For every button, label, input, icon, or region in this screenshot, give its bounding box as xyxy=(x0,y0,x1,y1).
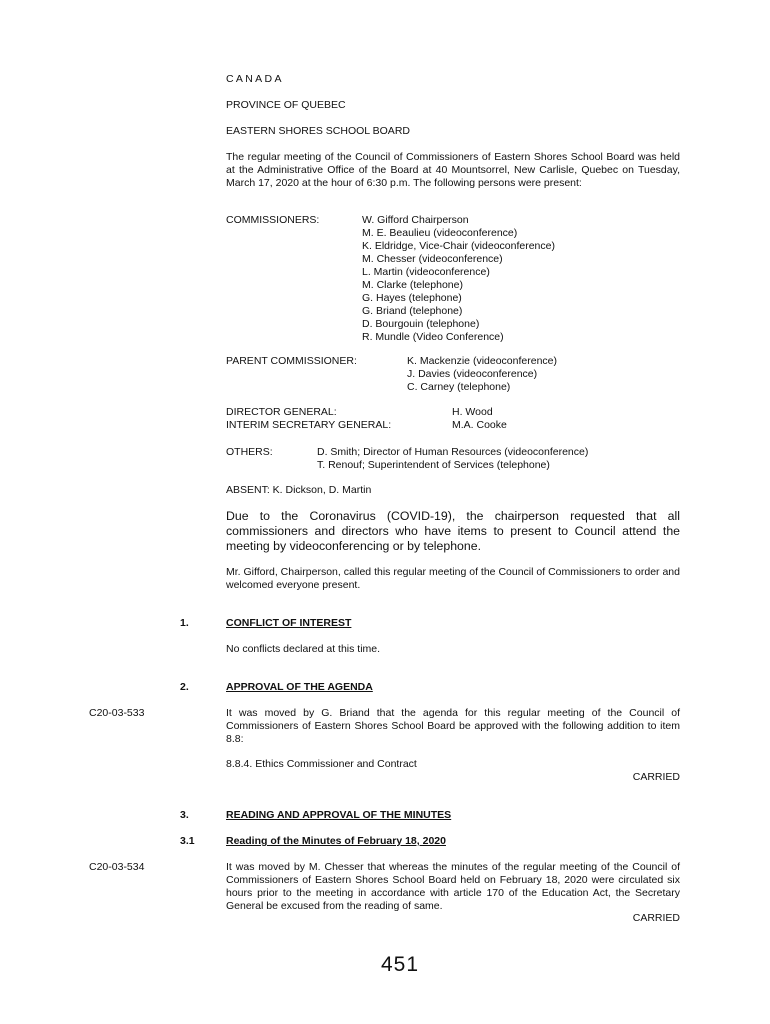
section-1-title: CONFLICT OF INTEREST xyxy=(226,617,352,629)
header-country: C A N A D A xyxy=(226,73,282,85)
section-1-number: 1. xyxy=(180,617,189,629)
others-list xyxy=(317,446,588,472)
agenda-addition: 8.8.4. Ethics Commissioner and Contract xyxy=(226,758,417,770)
parent-commissioner-list xyxy=(407,355,557,394)
others-name: D. Smith; Director of Human Resources (videoconference) xyxy=(317,446,589,458)
opening-paragraph: Mr. Gifford, Chairperson, called this regular meeting of the Council of Commissioners to order and welcomed everyone present. xyxy=(226,566,680,591)
interim-secretary-name: M.A. Cooke xyxy=(452,419,507,431)
interim-secretary-label: INTERIM SECRETARY GENERAL: xyxy=(226,419,392,431)
section-3-title: READING AND APPROVAL OF THE MINUTES xyxy=(226,809,452,821)
commissioner-name: M. Chesser (videoconference) xyxy=(362,253,503,265)
commissioner-name: M. E. Beaulieu (videoconference) xyxy=(362,227,518,239)
commissioner-name: L. Martin (videoconference) xyxy=(362,266,490,278)
section-3-1-text: It was moved by M. Chesser that whereas the minutes of the regular meeting of the Council of Commissioners of Eastern Shores School Board held on February 18, 2020 were circulated six hours prior to the meeting in accordance with article 170 of the Education Act, the Secretary General be excused from the reading of same. xyxy=(226,861,680,912)
header-province: PROVINCE OF QUEBEC xyxy=(226,99,346,111)
others-label: OTHERS: xyxy=(226,446,273,458)
section-2-number: 2. xyxy=(180,681,189,693)
parent-commissioner-label: PARENT COMMISSIONER: xyxy=(226,355,357,367)
section-3-1-title: Reading of the Minutes of February 18, 2020 xyxy=(226,835,446,847)
resolution-number: C20-03-534 xyxy=(89,861,145,873)
header-board: EASTERN SHORES SCHOOL BOARD xyxy=(226,125,410,137)
intro-paragraph: The regular meeting of the Council of Commissioners of Eastern Shores School Board was held at the Administrative Office of the Board at 40 Mountsorrel, New Carlisle, Quebec on Tuesday, March 17, 2020 at the hour of 6:30 p.m. The following persons were present: xyxy=(226,151,680,189)
absent-line: ABSENT: K. Dickson, D. Martin xyxy=(226,484,372,496)
section-3-number: 3. xyxy=(180,809,189,821)
commissioners-label: COMMISSIONERS: xyxy=(226,214,320,226)
commissioner-name: M. Clarke (telephone) xyxy=(362,279,463,291)
director-general-name: H. Wood xyxy=(452,406,493,418)
commissioner-name: R. Mundle (Video Conference) xyxy=(362,331,504,343)
commissioner-name: K. Eldridge, Vice-Chair (videoconference) xyxy=(362,240,555,252)
parent-commissioner-name: C. Carney (telephone) xyxy=(407,381,511,393)
section-2-text: It was moved by G. Briand that the agenda for this regular meeting of the Council of Commissioners of Eastern Shores School Board be approved with the following addition to item 8.8: xyxy=(226,707,680,745)
carried-label: CARRIED xyxy=(632,912,680,924)
carried-label: CARRIED xyxy=(632,771,680,783)
commissioners-list xyxy=(362,214,555,344)
commissioner-name: W. Gifford Chairperson xyxy=(362,214,469,226)
covid-note: Due to the Coronavirus (COVID-19), the chairperson requested that all commissioners and directors who have items to present to Council attend the meeting by videoconferencing or by telephone. xyxy=(226,509,680,553)
parent-commissioner-name: J. Davies (videoconference) xyxy=(407,368,538,380)
commissioner-name: G. Hayes (telephone) xyxy=(362,292,462,304)
section-1-text: No conflicts declared at this time. xyxy=(226,643,381,655)
others-name: T. Renouf; Superintendent of Services (telephone) xyxy=(317,459,550,471)
page-number: 451 xyxy=(380,953,420,976)
section-3-1-number: 3.1 xyxy=(180,835,195,847)
parent-commissioner-name: K. Mackenzie (videoconference) xyxy=(407,355,557,367)
commissioner-name: D. Bourgouin (telephone) xyxy=(362,318,480,330)
resolution-number: C20-03-533 xyxy=(89,707,145,719)
commissioner-name: G. Briand (telephone) xyxy=(362,305,463,317)
section-2-title: APPROVAL OF THE AGENDA xyxy=(226,681,373,693)
director-general-label: DIRECTOR GENERAL: xyxy=(226,406,337,418)
